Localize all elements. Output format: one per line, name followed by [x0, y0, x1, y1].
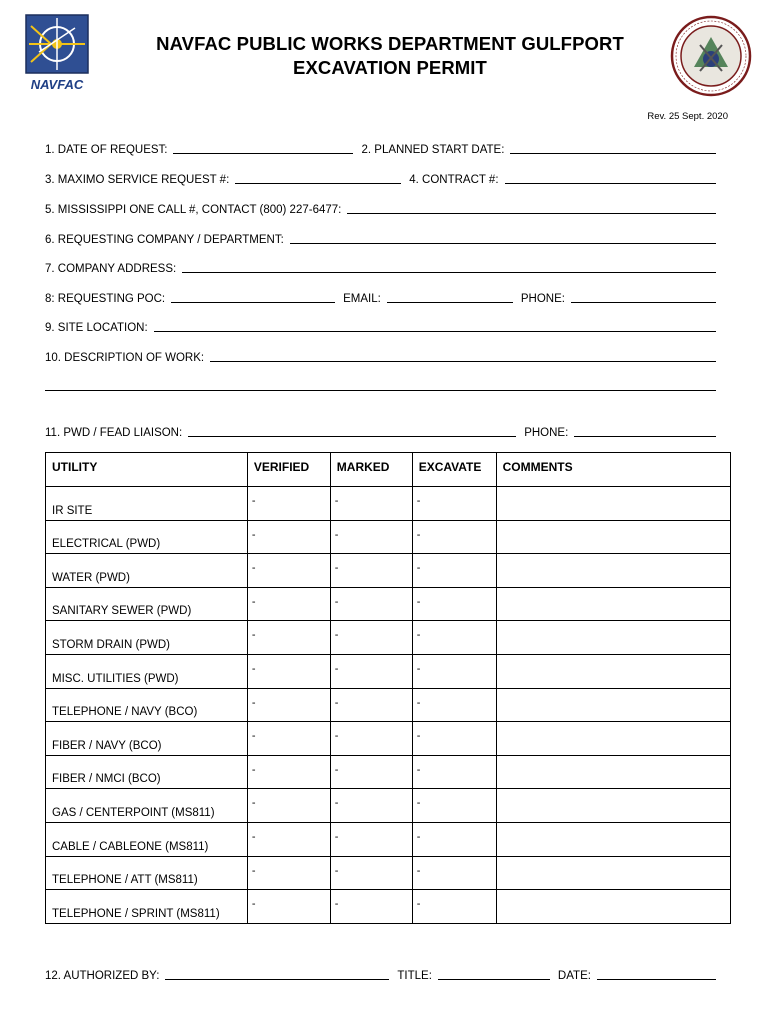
marked-cell[interactable]: [330, 722, 412, 756]
maximo-label: 3. MAXIMO SERVICE REQUEST #:: [45, 174, 230, 186]
comments-cell[interactable]: [496, 755, 730, 789]
marked-cell[interactable]: [330, 487, 412, 521]
title-field[interactable]: [438, 979, 550, 980]
utility-name: TELEPHONE / NAVY (BCO): [46, 688, 248, 722]
verified-cell[interactable]: [247, 520, 330, 554]
utility-name: FIBER / NMCI (BCO): [46, 755, 248, 789]
dash-mark: -: [416, 864, 421, 877]
site-location-field[interactable]: [154, 331, 716, 332]
comments-cell[interactable]: [496, 789, 730, 823]
excavate-cell[interactable]: [412, 587, 496, 621]
table-row: [46, 520, 731, 554]
table-row: [46, 789, 731, 823]
table-row: [46, 890, 731, 924]
dash-mark: -: [334, 696, 339, 709]
dash-mark: -: [334, 830, 339, 843]
dash-mark: -: [416, 797, 421, 810]
table-row: [46, 755, 731, 789]
utility-name: GAS / CENTERPOINT (MS811): [46, 789, 248, 823]
verified-cell[interactable]: [247, 789, 330, 823]
excavate-cell[interactable]: [412, 722, 496, 756]
marked-cell[interactable]: [330, 654, 412, 688]
dash-mark: -: [334, 797, 339, 810]
description-label: 10. DESCRIPTION OF WORK:: [45, 352, 205, 364]
dash-mark: -: [416, 662, 421, 675]
dash-mark: -: [334, 763, 339, 776]
utility-name: IR SITE: [46, 487, 248, 521]
form-row-12: [45, 964, 716, 982]
revision-date: Rev. 25 Sept. 2020: [647, 111, 728, 122]
excavate-cell[interactable]: [412, 789, 496, 823]
verified-cell[interactable]: [247, 722, 330, 756]
marked-cell[interactable]: [330, 789, 412, 823]
comments-cell[interactable]: [496, 722, 730, 756]
dash-mark: -: [416, 495, 421, 507]
marked-cell[interactable]: [330, 688, 412, 722]
form-row-7: [45, 316, 716, 334]
table-row: [46, 822, 731, 856]
dash-mark: -: [334, 629, 339, 642]
table-row: [46, 654, 731, 688]
date-of-request-field[interactable]: [173, 153, 353, 154]
form-row-8: [45, 346, 716, 364]
table-header-row: [46, 453, 731, 487]
marked-cell[interactable]: [330, 890, 412, 924]
dash-mark: -: [416, 696, 421, 709]
table-row: [46, 722, 731, 756]
verified-cell[interactable]: [247, 890, 330, 924]
planned-start-date-label: 2. PLANNED START DATE:: [361, 144, 505, 156]
header-marked: MARKED: [330, 453, 412, 487]
verified-cell[interactable]: [247, 856, 330, 890]
utility-name: WATER (PWD): [46, 554, 248, 588]
liaison-phone-field[interactable]: [574, 436, 716, 437]
one-call-label: 5. MISSISSIPPI ONE CALL #, CONTACT (800) 227-6477:: [45, 204, 342, 216]
dash-mark: -: [334, 730, 339, 743]
description-field[interactable]: [210, 361, 716, 362]
one-call-field[interactable]: [347, 213, 716, 214]
utility-name: TELEPHONE / SPRINT (MS811): [46, 890, 248, 924]
page-title: NAVFAC PUBLIC WORKS DEPARTMENT GULFPORT: [156, 33, 624, 54]
verified-cell[interactable]: [247, 688, 330, 722]
excavate-cell[interactable]: [412, 520, 496, 554]
excavate-cell[interactable]: [412, 654, 496, 688]
excavate-cell[interactable]: [412, 755, 496, 789]
planned-start-date-field[interactable]: [510, 153, 716, 154]
phone-label: PHONE:: [520, 293, 565, 305]
verified-cell[interactable]: [247, 587, 330, 621]
poc-label: 8: REQUESTING POC:: [45, 293, 166, 305]
dash-mark: -: [416, 629, 421, 642]
liaison-phone-label: PHONE:: [524, 427, 569, 439]
marked-cell[interactable]: [330, 856, 412, 890]
seabee-seal-logo: [670, 15, 752, 97]
verified-cell[interactable]: [247, 487, 330, 521]
marked-cell[interactable]: [330, 554, 412, 588]
utility-table: [45, 452, 731, 924]
utility-table-body: [46, 487, 731, 924]
navfac-logo: [25, 14, 89, 92]
form-row-5: [45, 257, 716, 275]
dash-mark: -: [251, 830, 256, 843]
verified-cell[interactable]: [247, 654, 330, 688]
comments-cell[interactable]: [496, 856, 730, 890]
comments-cell[interactable]: [496, 654, 730, 688]
verified-cell[interactable]: [247, 621, 330, 655]
date-of-request-label: 1. DATE OF REQUEST:: [45, 144, 168, 156]
comments-cell[interactable]: [496, 890, 730, 924]
table-row: [46, 487, 731, 521]
utility-name: STORM DRAIN (PWD): [46, 621, 248, 655]
dash-mark: -: [334, 662, 339, 675]
dash-mark: -: [251, 595, 256, 608]
dash-mark: -: [251, 528, 256, 541]
navfac-wordmark: NAVFAC: [30, 77, 84, 92]
utility-name: TELEPHONE / ATT (MS811): [46, 856, 248, 890]
email-field[interactable]: [387, 302, 513, 303]
excavate-cell[interactable]: [412, 856, 496, 890]
verified-cell[interactable]: [247, 755, 330, 789]
header-verified: VERIFIED: [247, 453, 330, 487]
header-comments: COMMENTS: [496, 453, 730, 487]
dash-mark: -: [251, 898, 256, 911]
address-field[interactable]: [182, 272, 716, 273]
maximo-field[interactable]: [235, 183, 401, 184]
marked-cell[interactable]: [330, 587, 412, 621]
dash-mark: -: [251, 495, 256, 507]
site-location-label: 9. SITE LOCATION:: [45, 322, 148, 334]
dash-mark: -: [334, 528, 339, 541]
excavate-cell[interactable]: [412, 890, 496, 924]
comments-cell[interactable]: [496, 554, 730, 588]
utility-name: SANITARY SEWER (PWD): [46, 587, 248, 621]
dash-mark: -: [416, 830, 421, 843]
comments-cell[interactable]: [496, 621, 730, 655]
form-row-4: [45, 228, 716, 246]
dash-mark: -: [416, 763, 421, 776]
marked-cell[interactable]: [330, 520, 412, 554]
dash-mark: -: [251, 797, 256, 810]
dash-mark: -: [251, 696, 256, 709]
description-field-line-2[interactable]: [45, 390, 716, 391]
form-row-6: [45, 287, 716, 305]
liaison-field[interactable]: [188, 436, 516, 437]
header-utility: UTILITY: [46, 453, 248, 487]
dash-mark: -: [334, 595, 339, 608]
excavate-cell[interactable]: [412, 688, 496, 722]
title-label: TITLE:: [397, 970, 432, 982]
dash-mark: -: [251, 662, 256, 675]
table-row: [46, 856, 731, 890]
verified-cell[interactable]: [247, 554, 330, 588]
marked-cell[interactable]: [330, 621, 412, 655]
excavate-cell[interactable]: [412, 621, 496, 655]
utility-name: ELECTRICAL (PWD): [46, 520, 248, 554]
phone-field[interactable]: [571, 302, 716, 303]
dash-mark: -: [334, 495, 339, 507]
comments-cell[interactable]: [496, 520, 730, 554]
authorized-by-label: 12. AUTHORIZED BY:: [45, 970, 160, 982]
table-row: [46, 688, 731, 722]
header-excavate: EXCAVATE: [412, 453, 496, 487]
comments-cell[interactable]: [496, 822, 730, 856]
excavate-cell[interactable]: [412, 822, 496, 856]
comments-cell[interactable]: [496, 587, 730, 621]
liaison-label: 11. PWD / FEAD LIAISON:: [45, 427, 183, 439]
poc-field[interactable]: [171, 302, 335, 303]
dash-mark: -: [251, 629, 256, 642]
dash-mark: -: [251, 763, 256, 776]
comments-cell[interactable]: [496, 487, 730, 521]
date-label: DATE:: [557, 970, 591, 982]
dash-mark: -: [334, 898, 339, 911]
dash-mark: -: [334, 562, 339, 575]
contract-label: 4. CONTRACT #:: [409, 174, 499, 186]
marked-cell[interactable]: [330, 822, 412, 856]
company-label: 6. REQUESTING COMPANY / DEPARTMENT:: [45, 234, 284, 246]
form-row-9: [45, 421, 716, 439]
verified-cell[interactable]: [247, 822, 330, 856]
date-field[interactable]: [597, 979, 716, 980]
address-label: 7. COMPANY ADDRESS:: [45, 263, 177, 275]
utility-name: CABLE / CABLEONE (MS811): [46, 822, 248, 856]
table-row: [46, 554, 731, 588]
dash-mark: -: [416, 595, 421, 608]
marked-cell[interactable]: [330, 755, 412, 789]
form-row-3: [45, 198, 716, 216]
authorized-by-field[interactable]: [165, 979, 389, 980]
utility-name: MISC. UTILITIES (PWD): [46, 654, 248, 688]
dash-mark: -: [416, 562, 421, 575]
form-row-1: [45, 138, 716, 156]
form-row-2: [45, 168, 716, 186]
dash-mark: -: [416, 528, 421, 541]
dash-mark: -: [416, 730, 421, 743]
excavate-cell[interactable]: [412, 554, 496, 588]
email-label: EMAIL:: [343, 293, 381, 305]
excavate-cell[interactable]: [412, 487, 496, 521]
dash-mark: -: [416, 898, 421, 911]
dash-mark: -: [251, 562, 256, 575]
table-row: [46, 621, 731, 655]
utility-name: FIBER / NAVY (BCO): [46, 722, 248, 756]
dash-mark: -: [251, 730, 256, 743]
page-subtitle: EXCAVATION PERMIT: [293, 57, 487, 78]
dash-mark: -: [251, 864, 256, 877]
contract-field[interactable]: [505, 183, 716, 184]
dash-mark: -: [334, 864, 339, 877]
company-field[interactable]: [290, 243, 716, 244]
table-row: [46, 587, 731, 621]
comments-cell[interactable]: [496, 688, 730, 722]
